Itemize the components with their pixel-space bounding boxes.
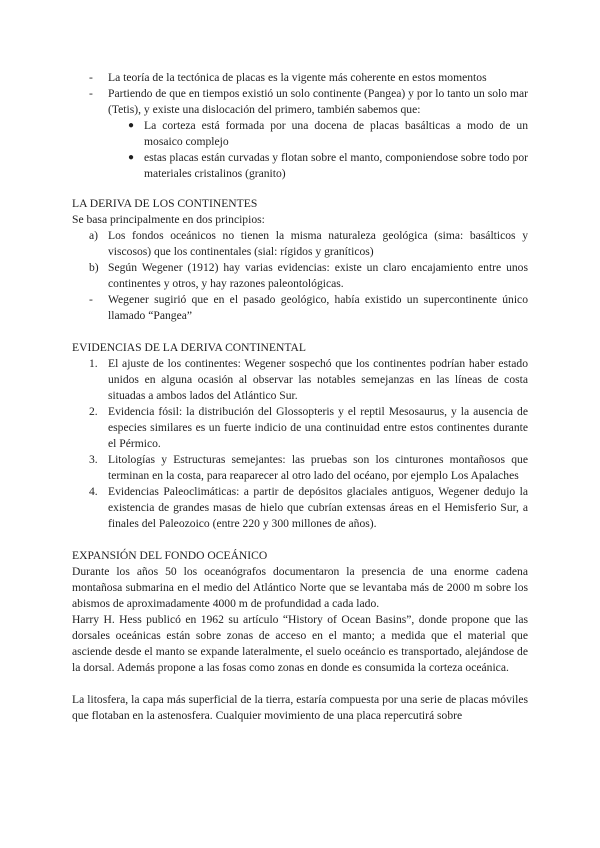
list-item: [72, 86, 528, 118]
blank-line: [72, 676, 528, 692]
list-marker: -: [89, 71, 93, 84]
paragraph: Durante los años 50 los oceanógrafos documentaron la presencia de una enorme cadena montañosa submarina en el medio del Atlántico Norte que se levantaba más de 2000 m sobre los abismos de aproximadamente 4000 m de profundidad a cada lado.: [72, 565, 528, 610]
list-item: [72, 452, 528, 484]
section-heading-deriva: LA DERIVA DE LOS CONTINENTES: [72, 197, 258, 210]
list-marker: a): [89, 229, 99, 242]
list-item: [72, 404, 528, 452]
bullet-marker: ●: [128, 152, 135, 163]
section-heading-evidencias: EVIDENCIAS DE LA DERIVA CONTINENTAL: [72, 341, 306, 354]
paragraph: Harry H. Hess publicó en 1962 su artículo “History of Ocean Basins”, donde propone que las dorsales oceánicas están sobre zonas de acceso en el manto; a medida que el material que asciende desde el manto se expande lateralmente, el suelo oceáncio es transportado, alejándose de la dorsal. Además propone a las fosas como zonas en donde es consumida la corteza oceánica.: [72, 613, 528, 674]
list-item: [72, 484, 528, 532]
list-item: [72, 70, 528, 86]
list-item-text: Wegener sugirió que en el pasado geológico, había existido un supercontinente único llamado “Pangea”: [108, 293, 528, 322]
deriva-list: [72, 228, 528, 324]
list-marker: -: [89, 293, 93, 306]
list-item-text: Según Wegener (1912) hay varias evidencias: existe un claro encajamiento entre unos continentes y otros, y hay razones paleontológicas.: [108, 261, 528, 290]
list-item: [72, 356, 528, 404]
list-item-text: Evidencias Paleoclimáticas: a partir de depósitos glaciales antiguos, Wegener dedujo la existencia de grandes masas de hielo que cubrían extensas áreas en el Hemisferio Sur, a finales del Paleozoico (entre 220 y 300 millones de años).: [108, 485, 528, 530]
list-marker: b): [89, 261, 99, 274]
intro-list: [72, 70, 528, 118]
intro-bullets: [72, 118, 528, 182]
paragraph: La litosfera, la capa más superficial de la tierra, estaría compuesta por una serie de placas móviles que flotaban en la astenosfera. Cualquier movimiento de una placa repercutirá sobre: [72, 693, 528, 722]
list-item-text: La corteza está formada por una docena de placas basálticas a modo de un mosaico complejo: [144, 119, 528, 148]
list-item-text: Litologías y Estructuras semejantes: las pruebas son los cinturones montañosos que terminan en la costa, para reaparecer al otro lado del océano, por ejemplo Los Apalaches: [108, 453, 528, 482]
list-item: [72, 228, 528, 260]
list-item: [72, 150, 528, 182]
evidencias-list: [72, 356, 528, 532]
list-item-text: El ajuste de los continentes: Wegener sospechó que los continentes podrían haber estado unidos en alguna ocasión al observar las notables semejanzas en las líneas de costa situadas a ambos lados del Atlántico Sur.: [108, 357, 528, 402]
bullet-marker: ●: [128, 120, 135, 131]
list-marker: 3.: [89, 453, 98, 466]
section-intro: Se basa principalmente en dos principios:: [72, 213, 265, 226]
section-heading-expansion: EXPANSIÓN DEL FONDO OCEÁNICO: [72, 549, 268, 562]
list-item-text: Los fondos oceánicos no tienen la misma naturaleza geológica (sima: basálticos y viscosos) que los continentales (sial: rígidos y graníticos): [108, 229, 528, 258]
list-item-text: estas placas están curvadas y flotan sobre el manto, componiendose sobre todo por materiales cristalinos (granito): [144, 151, 528, 180]
list-item: [72, 260, 528, 292]
list-item-text: Partiendo de que en tiempos existió un solo continente (Pangea) y por lo tanto un solo mar (Tetis), y existe una dislocación del primero, también sabemos que:: [108, 87, 528, 116]
list-item: [72, 292, 528, 324]
list-marker: -: [89, 87, 93, 100]
list-marker: 1.: [89, 357, 98, 370]
list-item-text: Evidencia fósil: la distribución del Glossopteris y el reptil Mesosaurus, y la ausencia de especies similares es un fuerte indicio de una continuidad entre estos continentes durante el Pérmico.: [108, 405, 528, 450]
list-marker: 4.: [89, 485, 98, 498]
list-marker: 2.: [89, 405, 98, 418]
document-page: [72, 70, 528, 724]
list-item: [72, 118, 528, 150]
list-item-text: La teoría de la tectónica de placas es la vigente más coherente en estos momentos: [108, 71, 487, 84]
